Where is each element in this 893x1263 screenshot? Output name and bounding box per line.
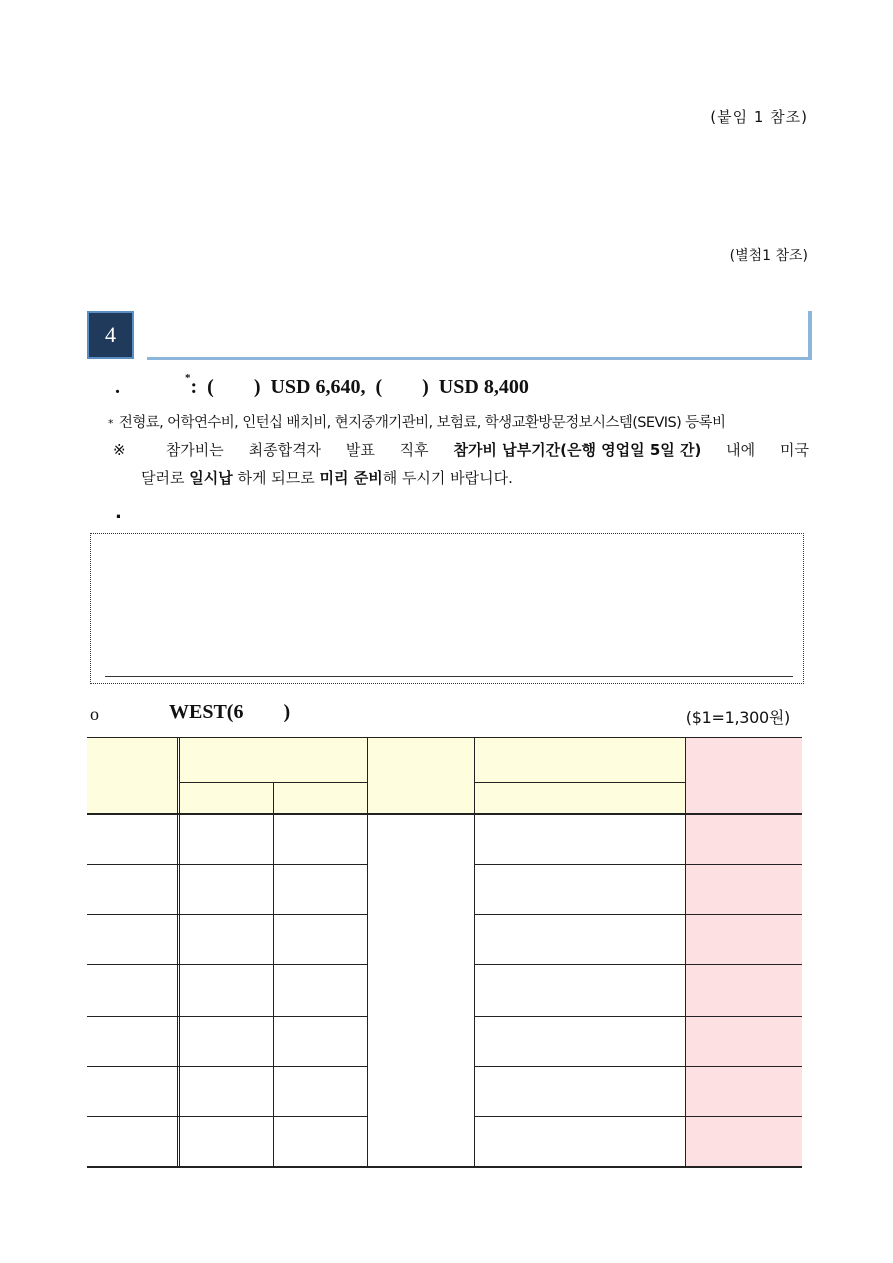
second-bullet: .: [115, 502, 122, 523]
attachment-reference: (붙임 1 참조): [710, 108, 808, 126]
row-rule: [475, 864, 802, 865]
box-inner-rule: [105, 676, 793, 677]
col-rule: [273, 782, 274, 1168]
row-rule: [87, 964, 368, 965]
header-bottom-rule: [87, 813, 802, 815]
row-rule: [87, 914, 368, 915]
col-rule: [685, 737, 686, 1168]
footnote-star: *: [185, 372, 191, 385]
row-rule: [475, 1116, 802, 1117]
col-rule-double-b: [179, 737, 180, 1168]
row-rule: [87, 1016, 368, 1017]
pink-column: [686, 737, 802, 1167]
table-bottom-rule: [87, 1166, 802, 1168]
table-top-rule: [87, 737, 802, 738]
payment-notice: ※ 참가비는 최종합격자 발표 직후 참가비 납부기간(은행 영업일 5일 간) 내에 미국 달러로 일시납 하게 되므로 미리 준비해 두시기 바랍니다.: [113, 436, 809, 492]
reference-mark: ※: [113, 441, 126, 459]
section-header-underline: [147, 357, 812, 360]
row-rule: [475, 1066, 802, 1067]
section-header-right-bar: [808, 311, 812, 360]
table-title: WEST(6 ): [169, 701, 291, 723]
header-cell-col5: [475, 737, 685, 813]
row-rule: [87, 1116, 368, 1117]
dotted-content-box: [90, 533, 804, 684]
row-rule: [87, 1066, 368, 1067]
row-rule: [475, 914, 802, 915]
row-rule: [475, 964, 802, 965]
exchange-rate: ($1=1,300원): [685, 708, 790, 727]
header-cell-col4: [368, 737, 474, 813]
section-number-badge: 4: [87, 311, 134, 359]
fee-table: [87, 737, 802, 1168]
col-rule: [474, 737, 475, 1168]
participation-fee-line: . *: ( ) USD 6,640, ( ) USD 8,400: [115, 372, 529, 398]
annex-reference: (별첨1 참조): [729, 248, 808, 264]
fee-inclusion-note: * 전형료, 어학연수비, 인턴십 배치비, 현지중개기관비, 보험료, 학생교환방문정보시스템(SEVIS) 등록비: [108, 415, 726, 431]
header-cell-col1: [87, 737, 178, 813]
row-rule: [87, 864, 368, 865]
list-marker: o: [90, 704, 99, 724]
fee-amounts: : ( ) USD 6,640, ( ) USD 8,400: [190, 376, 529, 398]
col-rule: [367, 737, 368, 1168]
header-sub-rule-right: [475, 782, 686, 783]
col-rule-double-a: [177, 737, 178, 1168]
row-rule: [475, 1016, 802, 1017]
